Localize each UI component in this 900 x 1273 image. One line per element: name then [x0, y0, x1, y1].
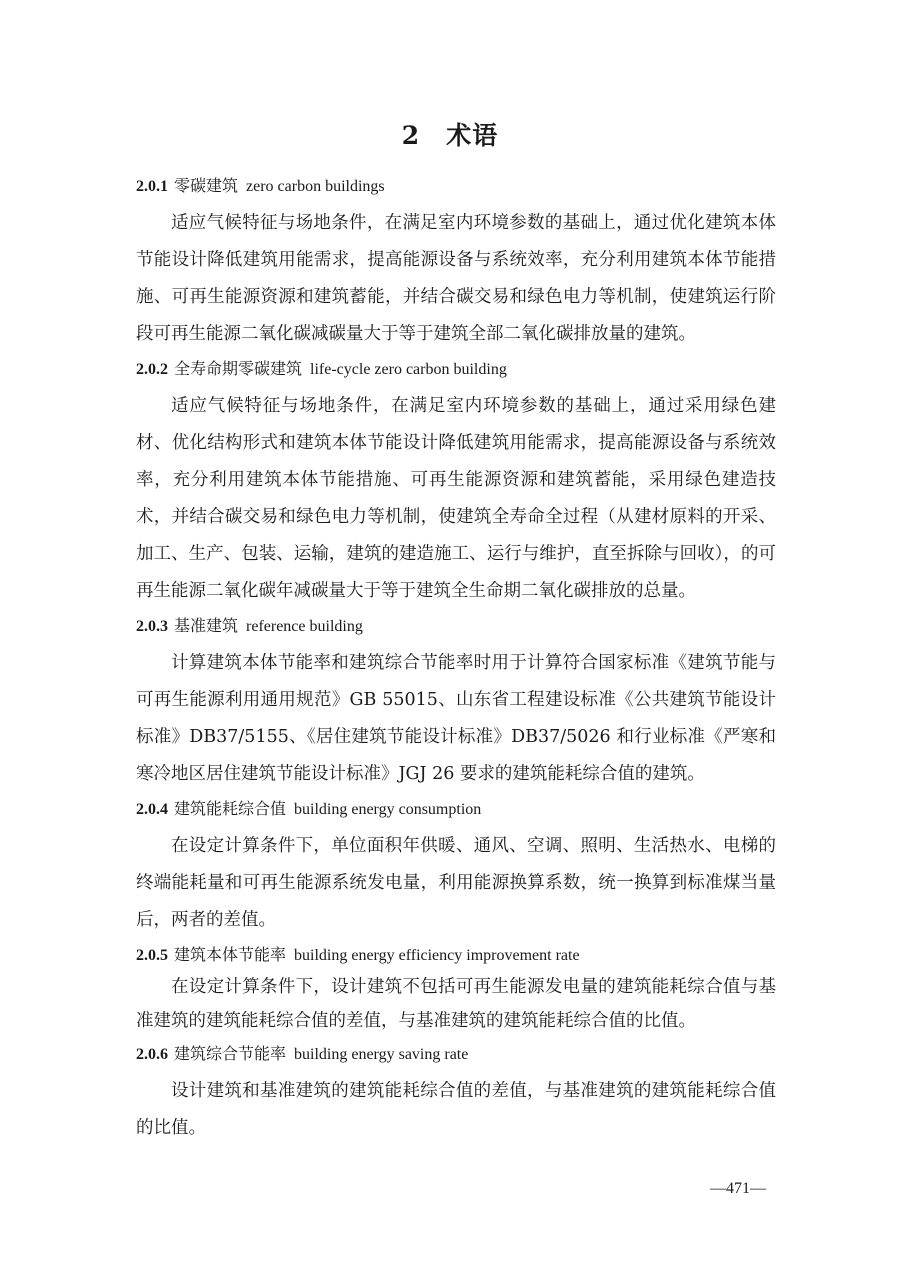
term-heading [136, 172, 776, 201]
term-zh: 建筑本体节能率 [174, 945, 287, 964]
page-number: —471— [710, 1180, 766, 1197]
term-en: building energy efficiency improvement rate [294, 947, 580, 964]
term-code: 2.0.1 [136, 178, 168, 195]
term-definition: 在设定计算条件下，单位面积年供暖、通风、空调、照明、生活热水、电梯的终端能耗量和可再生能源系统发电量，利用能源换算系数，统一换算到标准煤当量后，两者的差值。 [136, 836, 776, 930]
term-code: 2.0.2 [136, 361, 168, 378]
term-en: building energy saving rate [294, 1046, 469, 1063]
term-en: reference building [246, 618, 363, 635]
term-heading [136, 941, 776, 970]
term-en: building energy consumption [294, 801, 482, 818]
term-zh: 建筑能耗综合值 [174, 799, 287, 818]
term-definition: 在设定计算条件下，设计建筑不包括可再生能源发电量的建筑能耗综合值与基准建筑的建筑能耗综合值的差值，与基准建筑的建筑能耗综合值的比值。 [136, 977, 776, 1031]
term-definition: 设计建筑和基准建筑的建筑能耗综合值的差值，与基准建筑的建筑能耗综合值的比值。 [136, 1081, 776, 1138]
term-heading [136, 612, 776, 641]
term-zh: 基准建筑 [174, 616, 239, 635]
term-heading [136, 1040, 776, 1069]
term-code: 2.0.3 [136, 618, 168, 635]
chapter-number: 2 [401, 121, 421, 150]
term-code: 2.0.4 [136, 801, 168, 818]
term-definition: 适应气候特征与场地条件，在满足室内环境参数的基础上，通过采用绿色建材、优化结构形式和建筑本体节能设计降低建筑用能需求，提高能源设备与系统效率，充分利用建筑本体节能措施、可再生能源资源和建筑蓄能，采用绿色建造技术，并结合碳交易和绿色电力等机制，使建筑全寿命全过程（从建材原料的开采、加工、生产、包装、运输，建筑的建造施工、运行与维护，直至拆除与回收），的可再生能源二氧化碳年减碳量大于等于建筑全生命期二氧化碳排放的总量。 [136, 396, 776, 601]
term-definition: 适应气候特征与场地条件，在满足室内环境参数的基础上，通过优化建筑本体节能设计降低建筑用能需求，提高能源设备与系统效率，充分利用建筑本体节能措施、可再生能源资源和建筑蓄能，并结合碳交易和绿色电力等机制，使建筑运行阶段可再生能源二氧化碳减碳量大于等于建筑全部二氧化碳排放量的建筑。 [136, 213, 776, 344]
term-zh: 全寿命期零碳建筑 [174, 359, 303, 378]
term-definition: 计算建筑本体节能率和建筑综合节能率时用于计算符合国家标准《建筑节能与可再生能源利用通用规范》GB 55015、山东省工程建设标准《公共建筑节能设计标准》DB37/5155、《居住建筑节能设计标准》DB37/5026 和行业标准《严寒和寒冷地区居住建筑节能设计标准》JGJ 26 要求的建筑能耗综合值的建筑。 [136, 653, 776, 784]
term-en: zero carbon buildings [246, 178, 385, 195]
terms-section [136, 172, 776, 1149]
term-zh: 零碳建筑 [174, 176, 239, 195]
term-heading [136, 355, 776, 384]
chapter-title-text: 术语 [446, 121, 499, 150]
term-heading [136, 795, 776, 824]
chapter-title [0, 116, 900, 152]
term-en: life-cycle zero carbon building [310, 361, 507, 378]
term-zh: 建筑综合节能率 [174, 1044, 287, 1063]
term-code: 2.0.6 [136, 1046, 168, 1063]
term-code: 2.0.5 [136, 947, 168, 964]
